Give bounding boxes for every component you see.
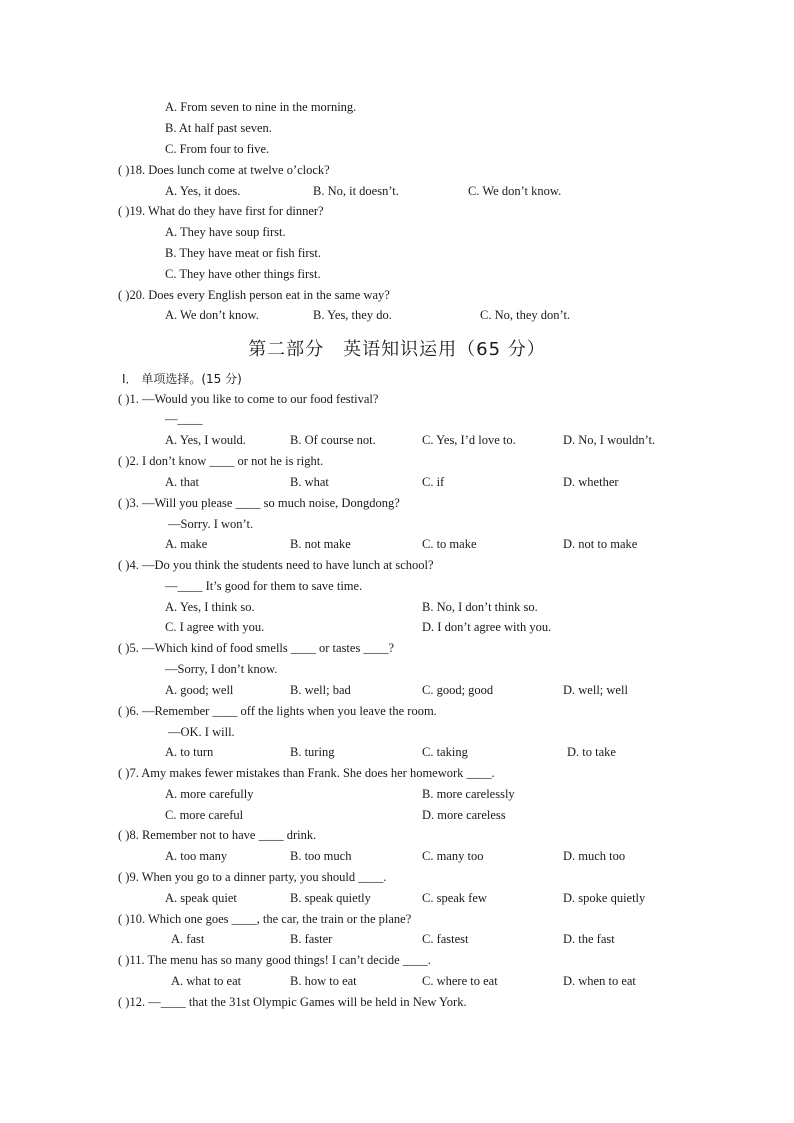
option-line: —OK. I will. xyxy=(168,725,235,739)
option-line: D. to take xyxy=(567,745,616,759)
option-line: C. I agree with you. xyxy=(165,620,265,634)
option-line: B. turing xyxy=(290,745,335,759)
option-line: A. to turn xyxy=(165,745,214,759)
option-line: A. too many xyxy=(165,849,228,863)
question-line: ( )20. Does every English person eat in the same way? xyxy=(118,288,390,302)
option-line: A. They have soup first. xyxy=(165,225,286,239)
question-line: ( )5. —Which kind of food smells ____ or tastes ____? xyxy=(118,641,394,655)
option-line: C. to make xyxy=(422,537,477,551)
option-line: D. I don’t agree with you. xyxy=(422,620,552,634)
option-line: C. many too xyxy=(422,849,484,863)
option-line: A. Yes, I would. xyxy=(165,433,246,447)
option-line: C. We don’t know. xyxy=(468,184,562,198)
option-line: C. They have other things first. xyxy=(165,267,321,281)
option-line: A. We don’t know. xyxy=(165,308,259,322)
option-line: C. speak few xyxy=(422,891,487,905)
option-line: —____ It’s good for them to save time. xyxy=(165,579,363,593)
option-line: C. where to eat xyxy=(422,974,498,988)
option-line: B. No, it doesn’t. xyxy=(313,184,399,198)
option-line: B. too much xyxy=(290,849,352,863)
option-line: B. how to eat xyxy=(290,974,357,988)
option-line: B. Yes, they do. xyxy=(313,308,392,322)
option-line: A. fast xyxy=(171,932,205,946)
option-line: A. what to eat xyxy=(171,974,242,988)
question-line: ( )3. —Will you please ____ so much noise, Dongdong? xyxy=(118,496,400,510)
option-line: C. Yes, I’d love to. xyxy=(422,433,516,447)
question-line: ( )19. What do they have first for dinner? xyxy=(118,204,324,218)
option-line: D. whether xyxy=(563,475,619,489)
option-line: D. when to eat xyxy=(563,974,636,988)
option-line: B. Of course not. xyxy=(290,433,376,447)
option-line: C. more careful xyxy=(165,808,244,822)
option-line: B. They have meat or fish first. xyxy=(165,246,321,260)
question-line: ( )12. —____ that the 31st Olympic Games will be held in New York. xyxy=(118,995,467,1009)
option-line: A. speak quiet xyxy=(165,891,237,905)
option-line: C. fastest xyxy=(422,932,469,946)
option-line: A. Yes, I think so. xyxy=(165,600,255,614)
question-line: ( )8. Remember not to have ____ drink. xyxy=(118,828,317,842)
option-line: B. At half past seven. xyxy=(165,121,272,135)
option-line: C. From four to five. xyxy=(165,142,270,156)
option-line: C. No, they don’t. xyxy=(480,308,571,322)
option-line: A. good; well xyxy=(165,683,234,697)
option-line: A. that xyxy=(165,475,200,489)
question-line: ( )11. The menu has so many good things! I can’t decide ____. xyxy=(118,953,431,967)
option-line: —Sorry, I don’t know. xyxy=(165,662,278,676)
question-line: ( )18. Does lunch come at twelve o’clock? xyxy=(118,163,330,177)
option-line: A. more carefully xyxy=(165,787,254,801)
question-line: ( )6. —Remember ____ off the lights when you leave the room. xyxy=(118,704,437,718)
part-title: 第二部分 英语知识运用（65 分） xyxy=(248,339,546,360)
option-line: D. well; well xyxy=(563,683,628,697)
question-line: ( )7. Amy makes fewer mistakes than Frank. She does her homework ____. xyxy=(118,766,495,780)
question-line: ( )9. When you go to a dinner party, you should ____. xyxy=(118,870,387,884)
option-line: B. well; bad xyxy=(290,683,351,697)
option-line: —____ xyxy=(165,412,203,426)
option-line: D. much too xyxy=(563,849,626,863)
section-heading: Ⅰ． 单项选择。(15 分) xyxy=(122,372,242,386)
option-line: D. the fast xyxy=(563,932,615,946)
option-line: —Sorry. I won’t. xyxy=(168,517,254,531)
option-line: B. speak quietly xyxy=(290,891,371,905)
option-line: B. faster xyxy=(290,932,333,946)
option-line: B. No, I don’t think so. xyxy=(422,600,538,614)
option-line: C. taking xyxy=(422,745,468,759)
question-line: ( )2. I don’t know ____ or not he is right. xyxy=(118,454,324,468)
option-line: B. not make xyxy=(290,537,351,551)
option-line: D. spoke quietly xyxy=(563,891,646,905)
option-line: C. if xyxy=(422,475,445,489)
option-line: D. not to make xyxy=(563,537,638,551)
option-line: D. more careless xyxy=(422,808,506,822)
option-line: A. Yes, it does. xyxy=(165,184,241,198)
option-line: A. From seven to nine in the morning. xyxy=(165,100,357,114)
option-line: A. make xyxy=(165,537,208,551)
question-line: ( )1. —Would you like to come to our food festival? xyxy=(118,392,379,406)
option-line: B. what xyxy=(290,475,329,489)
question-line: ( )10. Which one goes ____, the car, the train or the plane? xyxy=(118,912,412,926)
question-line: ( )4. —Do you think the students need to have lunch at school? xyxy=(118,558,434,572)
option-line: C. good; good xyxy=(422,683,494,697)
option-line: D. No, I wouldn’t. xyxy=(563,433,656,447)
option-line: B. more carelessly xyxy=(422,787,515,801)
